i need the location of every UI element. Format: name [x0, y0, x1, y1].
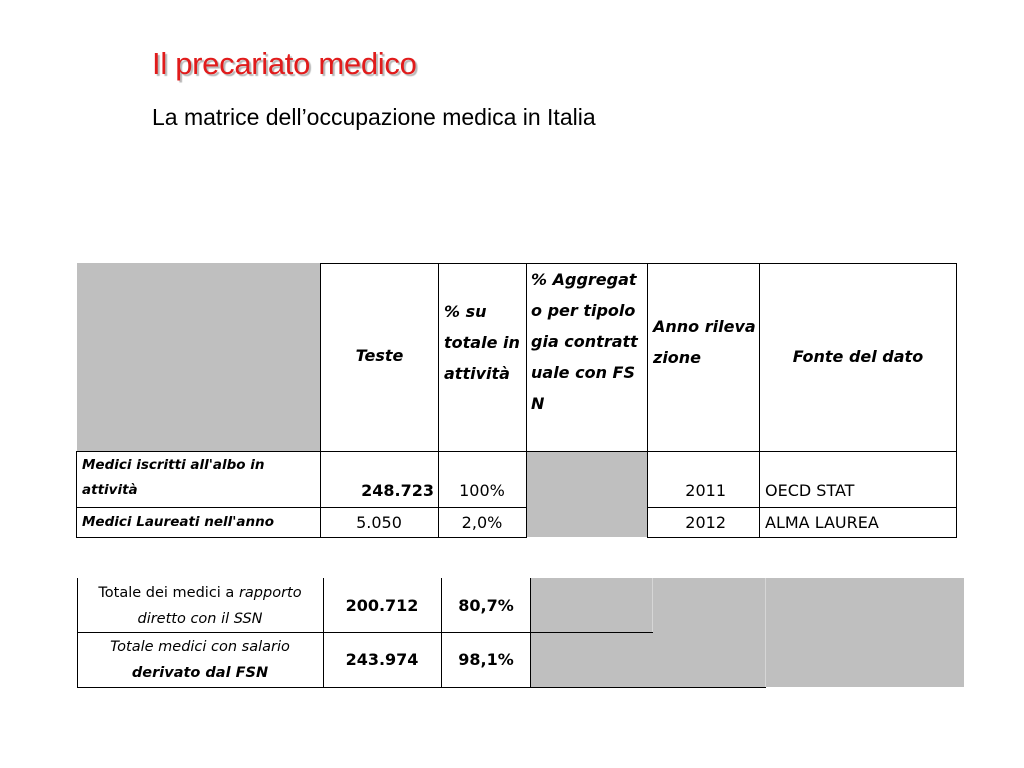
row-teste: 243.974 — [345, 650, 419, 669]
row-fonte: ALMA LAUREA — [765, 513, 879, 532]
row-label: Medici Laureati nell'anno — [82, 514, 274, 530]
row-teste: 248.723 — [361, 481, 434, 500]
row-pct: 98,1% — [458, 650, 514, 669]
row-pct: 80,7% — [458, 596, 514, 615]
grid-line — [438, 263, 439, 538]
grid-line — [77, 578, 78, 688]
row-fonte: OECD STAT — [765, 481, 855, 500]
header-fonte: Fonte del dato — [792, 347, 924, 366]
row-anno: 2011 — [685, 481, 726, 500]
grid-line — [647, 507, 957, 508]
grid-line — [320, 263, 321, 538]
header-empty-cell — [77, 263, 320, 451]
slide-title: Il precariato medico — [152, 46, 417, 81]
grid-line — [320, 263, 957, 264]
row-label: Medici iscritti all'albo in attività — [82, 457, 265, 498]
grid-line — [647, 537, 957, 538]
grid-line — [759, 263, 760, 538]
row-teste: 5.050 — [356, 513, 402, 532]
grid-line — [956, 263, 957, 538]
row-anno: 2012 — [685, 513, 726, 532]
header-pct-totale: % su totale in attività — [444, 302, 520, 383]
grid-line — [765, 578, 766, 687]
row-teste: 200.712 — [345, 596, 419, 615]
grid-line — [76, 451, 77, 538]
grid-line — [526, 263, 527, 538]
row-label-emph: derivato dal FSN — [131, 665, 269, 681]
row-label-emph: rapporto diretto con il SSN — [137, 585, 302, 627]
header-anno: Anno rilevazione — [653, 317, 756, 367]
row-pct: 100% — [459, 481, 505, 500]
row-label — [78, 634, 322, 686]
grid-line — [647, 263, 648, 538]
grid-line — [76, 507, 526, 508]
grid-line — [76, 451, 957, 452]
slide-subtitle: La matrice dell’occupazione medica in Italia — [152, 104, 596, 130]
header-teste: Teste — [355, 346, 404, 365]
grid-line — [441, 578, 442, 688]
row-label-plain: Totale medici con salario — [110, 639, 290, 655]
aggregate-empty-cell — [526, 451, 647, 537]
row-label-plain: Totale dei medici a — [98, 585, 239, 601]
grid-line — [77, 632, 653, 633]
grid-line — [652, 578, 653, 632]
header-pct-aggregato: % Aggregato per tipologia contrattuale con FSN — [531, 270, 638, 413]
grid-line — [323, 578, 324, 688]
grid-line — [530, 578, 531, 688]
row-pct: 2,0% — [461, 513, 503, 532]
row-label — [78, 580, 322, 632]
grid-line — [77, 687, 766, 688]
grid-line — [76, 537, 526, 538]
